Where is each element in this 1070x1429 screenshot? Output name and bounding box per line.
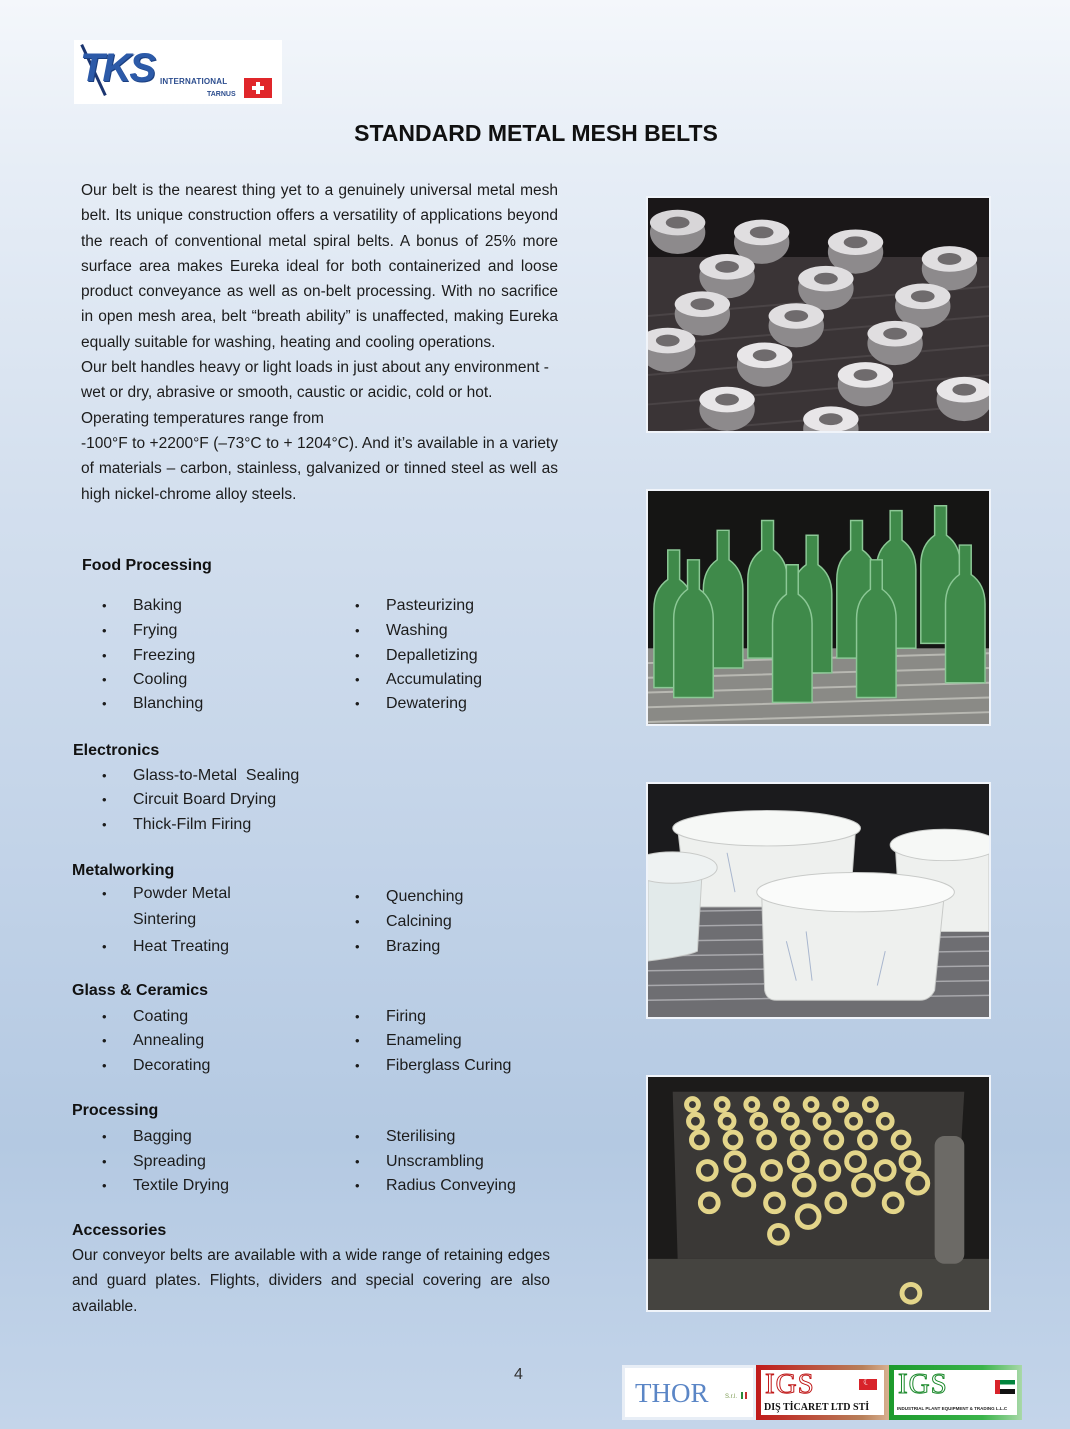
- bullet-icon: •: [355, 598, 360, 613]
- section-heading-electronics: Electronics: [73, 742, 160, 759]
- bullet-icon: •: [102, 939, 107, 954]
- igs-turkey-logo: [756, 1365, 889, 1420]
- photo-green-bottles: [646, 489, 991, 726]
- bullet-icon: •: [355, 672, 360, 687]
- bullet-icon: •: [102, 792, 107, 807]
- bullet-icon: •: [102, 1058, 107, 1073]
- italy-flag-icon: [741, 1392, 747, 1399]
- thor-logo-name: THOR: [635, 1378, 709, 1408]
- igs-ae-subtitle: INDUSTRIAL PLANT EQUIPMENT & TRADING L.L.C: [897, 1406, 1008, 1411]
- list-item: • Glass-to-Metal Sealing: [102, 767, 300, 784]
- section-heading-processing: Processing: [72, 1102, 159, 1119]
- list-item: • Spreading: [102, 1153, 206, 1170]
- bullet-icon: •: [355, 889, 360, 904]
- bullet-icon: •: [102, 886, 107, 901]
- photo-metal-sprockets: [646, 196, 991, 433]
- list-item: • Pasteurizing: [355, 597, 475, 614]
- bullet-icon: •: [355, 648, 360, 663]
- intro-paragraph-1: Our belt is the nearest thing yet to a genuinely universal metal mesh belt. Its unique construction offers a versatility of applications beyond the reach of conventional metal spiral belts. A bonus of 25% more surface area makes Eureka ideal for both containerized and loose product conveyance as well as on-belt processing. With no sacrifice in open mesh area, belt “breath ability” is unaffected, making Eureka equally suitable for washing, heating and cooling operations.: [81, 182, 558, 351]
- list-item: • Textile Drying: [102, 1177, 230, 1194]
- list-item: • Brazing: [355, 938, 441, 955]
- igs-ae-name: IGS: [898, 1368, 948, 1400]
- bullet-icon: •: [355, 1129, 360, 1144]
- list-item: • Frying: [102, 622, 178, 639]
- uae-flag-icon: [995, 1380, 1015, 1394]
- section-heading-glass-ceramics: Glass & Ceramics: [72, 982, 209, 999]
- intro-text: [81, 178, 558, 507]
- list-item: • Quenching: [355, 888, 464, 905]
- list-item: • Thick-Film Firing: [102, 816, 252, 833]
- list-item: • Washing: [355, 622, 448, 639]
- list-item: • Sterilising: [355, 1128, 456, 1145]
- list-item: • Circuit Board Drying: [102, 791, 277, 808]
- section-heading-accessories: Accessories: [72, 1222, 167, 1239]
- bullet-icon: •: [102, 1154, 107, 1169]
- intro-paragraph-2a: Our belt handles heavy or light loads in just about any environment - wet or dry, abrasive or smooth, caustic or acidic, cold or hot. Operating temperatures range from: [81, 359, 549, 427]
- bullet-icon: •: [102, 598, 107, 613]
- list-item: • Firing: [355, 1008, 427, 1025]
- page-title-text: STANDARD METAL MESH BELTS: [354, 120, 718, 146]
- bullet-icon: •: [355, 1058, 360, 1073]
- photo-ceramic-dishes: [646, 782, 991, 1019]
- bullet-icon: •: [102, 672, 107, 687]
- bullet-icon: •: [355, 939, 360, 954]
- bullet-icon: •: [102, 623, 107, 638]
- logo-line-tarnus: TARNUS: [207, 91, 236, 98]
- list-item: • Powder Metal: [102, 885, 231, 902]
- intro-paragraph-2b: -100°F to +2200°F (–73°C to + 1204°C). And it’s available in a variety of materials – carbon, stainless, galvanized or tinned steel as well as high nickel-chrome alloy steels.: [81, 434, 558, 503]
- bullet-icon: •: [355, 914, 360, 929]
- igs-tr-name: IGS: [765, 1368, 815, 1400]
- logo-line-international: INTERNATIONAL: [160, 77, 228, 86]
- bullet-icon: •: [102, 1009, 107, 1024]
- list-item: • Cooling: [102, 671, 188, 688]
- bullet-icon: •: [355, 1178, 360, 1193]
- section-heading-food-processing: Food Processing: [82, 557, 212, 574]
- igs-tr-subtitle: DIŞ TİCARET LTD STİ: [764, 1402, 870, 1413]
- bullet-icon: •: [355, 1009, 360, 1024]
- bullet-icon: •: [355, 1033, 360, 1048]
- list-item: • Bagging: [102, 1128, 192, 1145]
- bullet-icon: •: [355, 696, 360, 711]
- list-item: • Fiberglass Curing: [355, 1057, 512, 1074]
- swiss-flag-icon: [244, 78, 272, 98]
- list-item: • Accumulating: [355, 671, 483, 688]
- accessories-paragraph: Our conveyor belts are available with a wide range of retaining edges and guard plates. Flights, dividers and special covering are also available.: [72, 1247, 550, 1315]
- logo-brand: TKS: [80, 46, 154, 90]
- list-item: • Heat Treating: [102, 938, 230, 955]
- bullet-icon: •: [102, 1178, 107, 1193]
- bullet-icon: •: [102, 1033, 107, 1048]
- bullet-icon: •: [102, 648, 107, 663]
- section-heading-metalworking: Metalworking: [72, 862, 175, 879]
- list-item: • Unscrambling: [355, 1153, 484, 1170]
- list-item: • Depalletizing: [355, 647, 478, 664]
- list-item: • Coating: [102, 1008, 189, 1025]
- list-item: • Freezing: [102, 647, 196, 664]
- list-item: • Decorating: [102, 1057, 211, 1074]
- list-item: • Annealing: [102, 1032, 205, 1049]
- bullet-icon: •: [102, 696, 107, 711]
- list-item: • Dewatering: [355, 695, 467, 712]
- list-item-continuation: Sintering: [133, 911, 197, 928]
- list-item: • Calcining: [355, 913, 452, 930]
- bullet-icon: •: [102, 768, 107, 783]
- thor-logo-suffix: S.r.l.: [725, 1394, 738, 1400]
- list-item: • Blanching: [102, 695, 204, 712]
- turkey-flag-icon: [859, 1379, 877, 1390]
- photo-pretzels-conveyor: [646, 1075, 991, 1312]
- company-logo: [74, 40, 282, 104]
- page-number: 4: [514, 1366, 523, 1383]
- igs-uae-logo: [889, 1365, 1022, 1420]
- page-title: [0, 120, 1070, 147]
- list-item: • Enameling: [355, 1032, 462, 1049]
- bullet-icon: •: [355, 1154, 360, 1169]
- bullet-icon: •: [102, 817, 107, 832]
- list-item: • Baking: [102, 597, 182, 614]
- thor-logo: [622, 1365, 756, 1420]
- bullet-icon: •: [102, 1129, 107, 1144]
- bullet-icon: •: [355, 623, 360, 638]
- list-item: • Radius Conveying: [355, 1177, 516, 1194]
